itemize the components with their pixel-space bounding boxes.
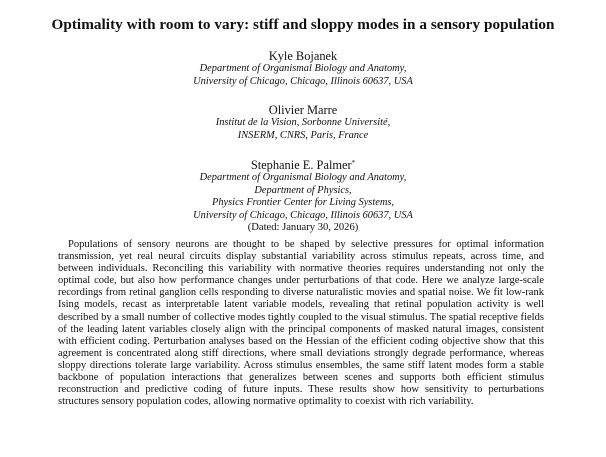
author-block-bojanek — [0, 49, 606, 88]
affiliation-line: University of Chicago, Chicago, Illinois 60637, USA — [193, 75, 413, 87]
author-name — [0, 156, 606, 172]
author-name: Kyle Bojanek — [268, 49, 338, 63]
affiliation-line: University of Chicago, Chicago, Illinois 60637, USA — [193, 209, 413, 221]
paper-title: Optimality with room to vary: stiff and sloppy modes in a sensory population — [51, 16, 555, 33]
author-name-text: Stephanie E. Palmer — [250, 158, 352, 172]
affiliation-line: Department of Organismal Biology and Anatomy, — [199, 63, 407, 74]
affiliation-line: Department of Organismal Biology and Anatomy, — [199, 172, 407, 183]
author-block-marre — [0, 103, 606, 142]
date-line: (Dated: January 30, 2026) — [247, 222, 359, 234]
affiliation-line: Physics Frontier Center for Living Systems, — [211, 197, 394, 209]
author-name: Olivier Marre — [268, 103, 338, 117]
affiliation-line: Institut de la Vision, Sorbonne Université, — [215, 117, 391, 128]
corresponding-author-marker: * — [351, 159, 356, 167]
author-block-palmer — [0, 156, 606, 235]
affiliation-line: INSERM, CNRS, Paris, France — [237, 129, 369, 141]
affiliation-line: Department of Physics, — [254, 184, 352, 196]
abstract-text: Populations of sensory neurons are thought to be shaped by selective pressures for optimal information transmission, yet real neural circuits display substantial variability across stimulus repeats, across time, and between individuals. Reconciling this variability with normative theories requires understanding not only the optimal code, but also how performance changes under perturbations of that code. Here we analyze large-scale recordings from retinal ganglion cells responding to diverse naturalistic movies and spatial noise. We fit low-rank Ising models, recast as interpretable latent variable models, revealing that retinal population activity is well described by a small number of collective modes tightly coupled to the visual stimulus. The spatial receptive fields of the leading latent variables closely align with the principal components of masked natural images, consistent with efficient coding. Perturbation analyses based on the Hessian of the efficient coding objective show that this agreement is concentrated along stiff directions, where small deviations strongly degrade performance, whereas sloppy directions tolerate large variability. Across stimulus ensembles, the same stiff latent modes form a stable backbone of population interactions that generalizes between scenes and supports both efficient stimulus reconstruction and predictive coding of future inputs. These results show how sensitivity to perturbations structures sensory population codes, allowing normative optimality to coexist with rich variability. — [58, 239, 544, 408]
